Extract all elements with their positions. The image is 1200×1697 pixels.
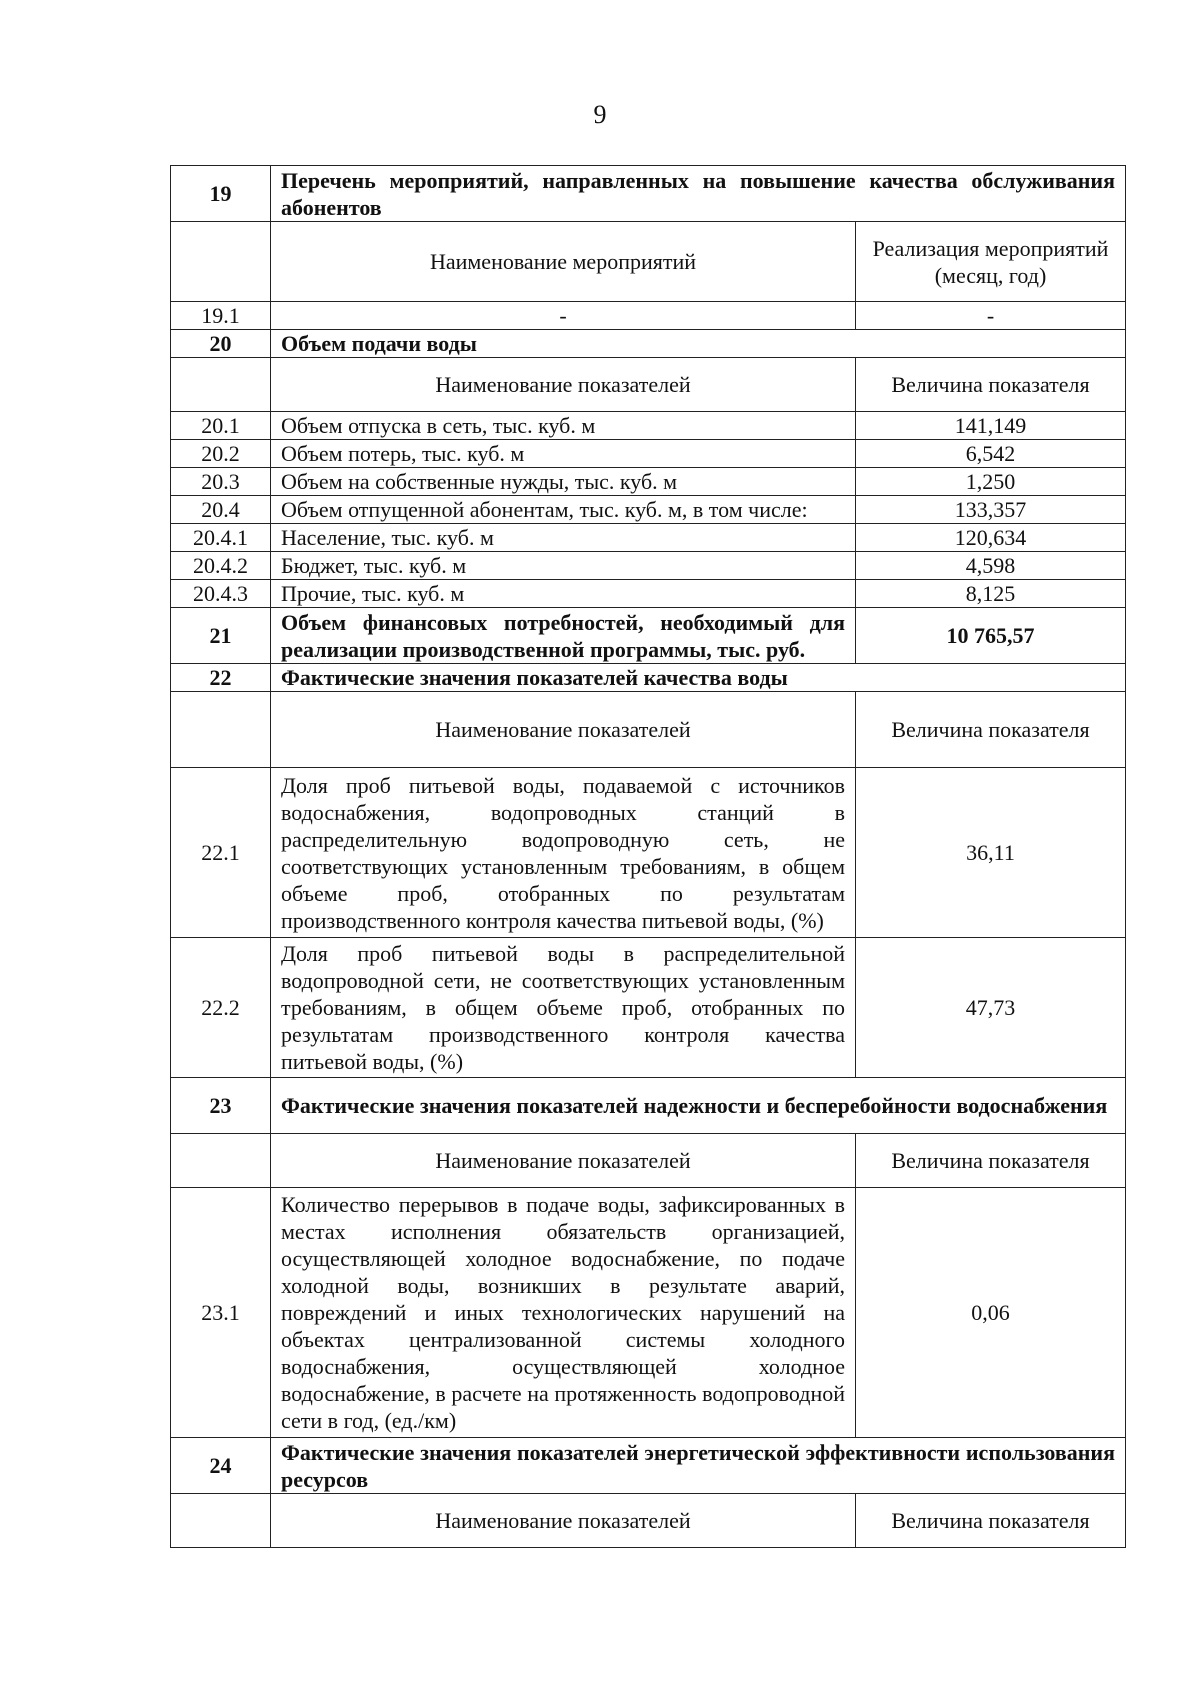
section-number: 24 bbox=[171, 1438, 271, 1494]
column-header-row bbox=[171, 692, 1126, 768]
column-header-row bbox=[171, 222, 1126, 302]
section-value: 10 765,57 bbox=[856, 608, 1126, 664]
row-name: Объем потерь, тыс. куб. м bbox=[271, 440, 856, 468]
row-number: 20.4.3 bbox=[171, 580, 271, 608]
table-row bbox=[171, 938, 1126, 1078]
row-name: Количество перерывов в подаче воды, зафиксированных в местах исполнения обязательств организацией, осуществляющей холодное водоснабжение, по подаче холодной воды, возникших в результате аварий, повреждений и иных технологических нарушений на объектах централизованной системы холодного водоснабжения, осуществляющей холодное водоснабжение, в расчете на протяженность водопроводной сети в год, (ед./км) bbox=[271, 1188, 856, 1438]
column-header-value: Реализация мероприятий (месяц, год) bbox=[856, 222, 1126, 302]
page-number: 9 bbox=[593, 100, 607, 129]
empty-cell bbox=[171, 222, 271, 302]
column-header-row bbox=[171, 1494, 1126, 1548]
section-title: Перечень мероприятий, направленных на повышение качества обслуживания абонентов bbox=[271, 166, 1126, 222]
empty-cell bbox=[171, 1134, 271, 1188]
section-title: Фактические значения показателей качества воды bbox=[271, 664, 1126, 692]
row-name: Доля проб питьевой воды в распределительной водопроводной сети, не соответствующих установленным требованиям, в общем объеме проб, отобранных по результатам производственного контроля качества питьевой воды, (%) bbox=[271, 938, 856, 1078]
table-row bbox=[171, 496, 1126, 524]
column-header-row bbox=[171, 1134, 1126, 1188]
row-name: Население, тыс. куб. м bbox=[271, 524, 856, 552]
section-number: 22 bbox=[171, 664, 271, 692]
row-number: 20.3 bbox=[171, 468, 271, 496]
row-name: Прочие, тыс. куб. м bbox=[271, 580, 856, 608]
column-header-name: Наименование показателей bbox=[271, 358, 856, 412]
row-value: 1,250 bbox=[856, 468, 1126, 496]
row-value: 8,125 bbox=[856, 580, 1126, 608]
section-title: Фактические значения показателей энергетической эффективности использования ресурсов bbox=[271, 1438, 1126, 1494]
row-name: Доля проб питьевой воды, подаваемой с источников водоснабжения, водопроводных станций в распределительную водопроводную сеть, не соответствующих установленным требованиям, в общем объеме проб, отобранных по результатам производственного контроля качества питьевой воды, (%) bbox=[271, 768, 856, 938]
indicators-table bbox=[170, 165, 1126, 1548]
column-header-value: Величина показателя bbox=[856, 692, 1126, 768]
row-number: 20.2 bbox=[171, 440, 271, 468]
section-24-header bbox=[171, 1438, 1126, 1494]
section-number: 19 bbox=[171, 166, 271, 222]
empty-cell bbox=[171, 358, 271, 412]
row-number: 19.1 bbox=[171, 302, 271, 330]
table-row bbox=[171, 552, 1126, 580]
row-name: Объем отпуска в сеть, тыс. куб. м bbox=[271, 412, 856, 440]
table-row bbox=[171, 412, 1126, 440]
table-row bbox=[171, 1188, 1126, 1438]
section-title: Фактические значения показателей надежности и бесперебойности водоснабжения bbox=[271, 1078, 1126, 1134]
row-number: 20.4.2 bbox=[171, 552, 271, 580]
table-row bbox=[171, 468, 1126, 496]
column-header-name: Наименование показателей bbox=[271, 692, 856, 768]
table-row bbox=[171, 302, 1126, 330]
row-name: Бюджет, тыс. куб. м bbox=[271, 552, 856, 580]
section-23-header bbox=[171, 1078, 1126, 1134]
column-header-value: Величина показателя bbox=[856, 1134, 1126, 1188]
row-name: - bbox=[271, 302, 856, 330]
table-row bbox=[171, 768, 1126, 938]
section-19-header bbox=[171, 166, 1126, 222]
row-value: 6,542 bbox=[856, 440, 1126, 468]
column-header-name: Наименование мероприятий bbox=[271, 222, 856, 302]
row-number: 23.1 bbox=[171, 1188, 271, 1438]
column-header-value: Величина показателя bbox=[856, 1494, 1126, 1548]
section-number: 21 bbox=[171, 608, 271, 664]
row-value: 120,634 bbox=[856, 524, 1126, 552]
row-number: 22.2 bbox=[171, 938, 271, 1078]
row-value: 141,149 bbox=[856, 412, 1126, 440]
row-value: 133,357 bbox=[856, 496, 1126, 524]
section-number: 23 bbox=[171, 1078, 271, 1134]
empty-cell bbox=[171, 692, 271, 768]
row-value: 36,11 bbox=[856, 768, 1126, 938]
section-21-row bbox=[171, 608, 1126, 664]
table-row bbox=[171, 580, 1126, 608]
row-name: Объем на собственные нужды, тыс. куб. м bbox=[271, 468, 856, 496]
section-title: Объем подачи воды bbox=[271, 330, 1126, 358]
column-header-row bbox=[171, 358, 1126, 412]
column-header-name: Наименование показателей bbox=[271, 1134, 856, 1188]
row-value: 47,73 bbox=[856, 938, 1126, 1078]
row-name: Объем отпущенной абонентам, тыс. куб. м, в том числе: bbox=[271, 496, 856, 524]
row-value: 4,598 bbox=[856, 552, 1126, 580]
column-header-name: Наименование показателей bbox=[271, 1494, 856, 1548]
section-20-header bbox=[171, 330, 1126, 358]
column-header-value: Величина показателя bbox=[856, 358, 1126, 412]
empty-cell bbox=[171, 1494, 271, 1548]
row-number: 20.4.1 bbox=[171, 524, 271, 552]
row-value: - bbox=[856, 302, 1126, 330]
section-title: Объем финансовых потребностей, необходимый для реализации производственной программы, тыс. руб. bbox=[271, 608, 856, 664]
table-row bbox=[171, 440, 1126, 468]
row-number: 22.1 bbox=[171, 768, 271, 938]
table-row bbox=[171, 524, 1126, 552]
row-number: 20.4 bbox=[171, 496, 271, 524]
row-value: 0,06 bbox=[856, 1188, 1126, 1438]
row-number: 20.1 bbox=[171, 412, 271, 440]
section-22-header bbox=[171, 664, 1126, 692]
section-number: 20 bbox=[171, 330, 271, 358]
